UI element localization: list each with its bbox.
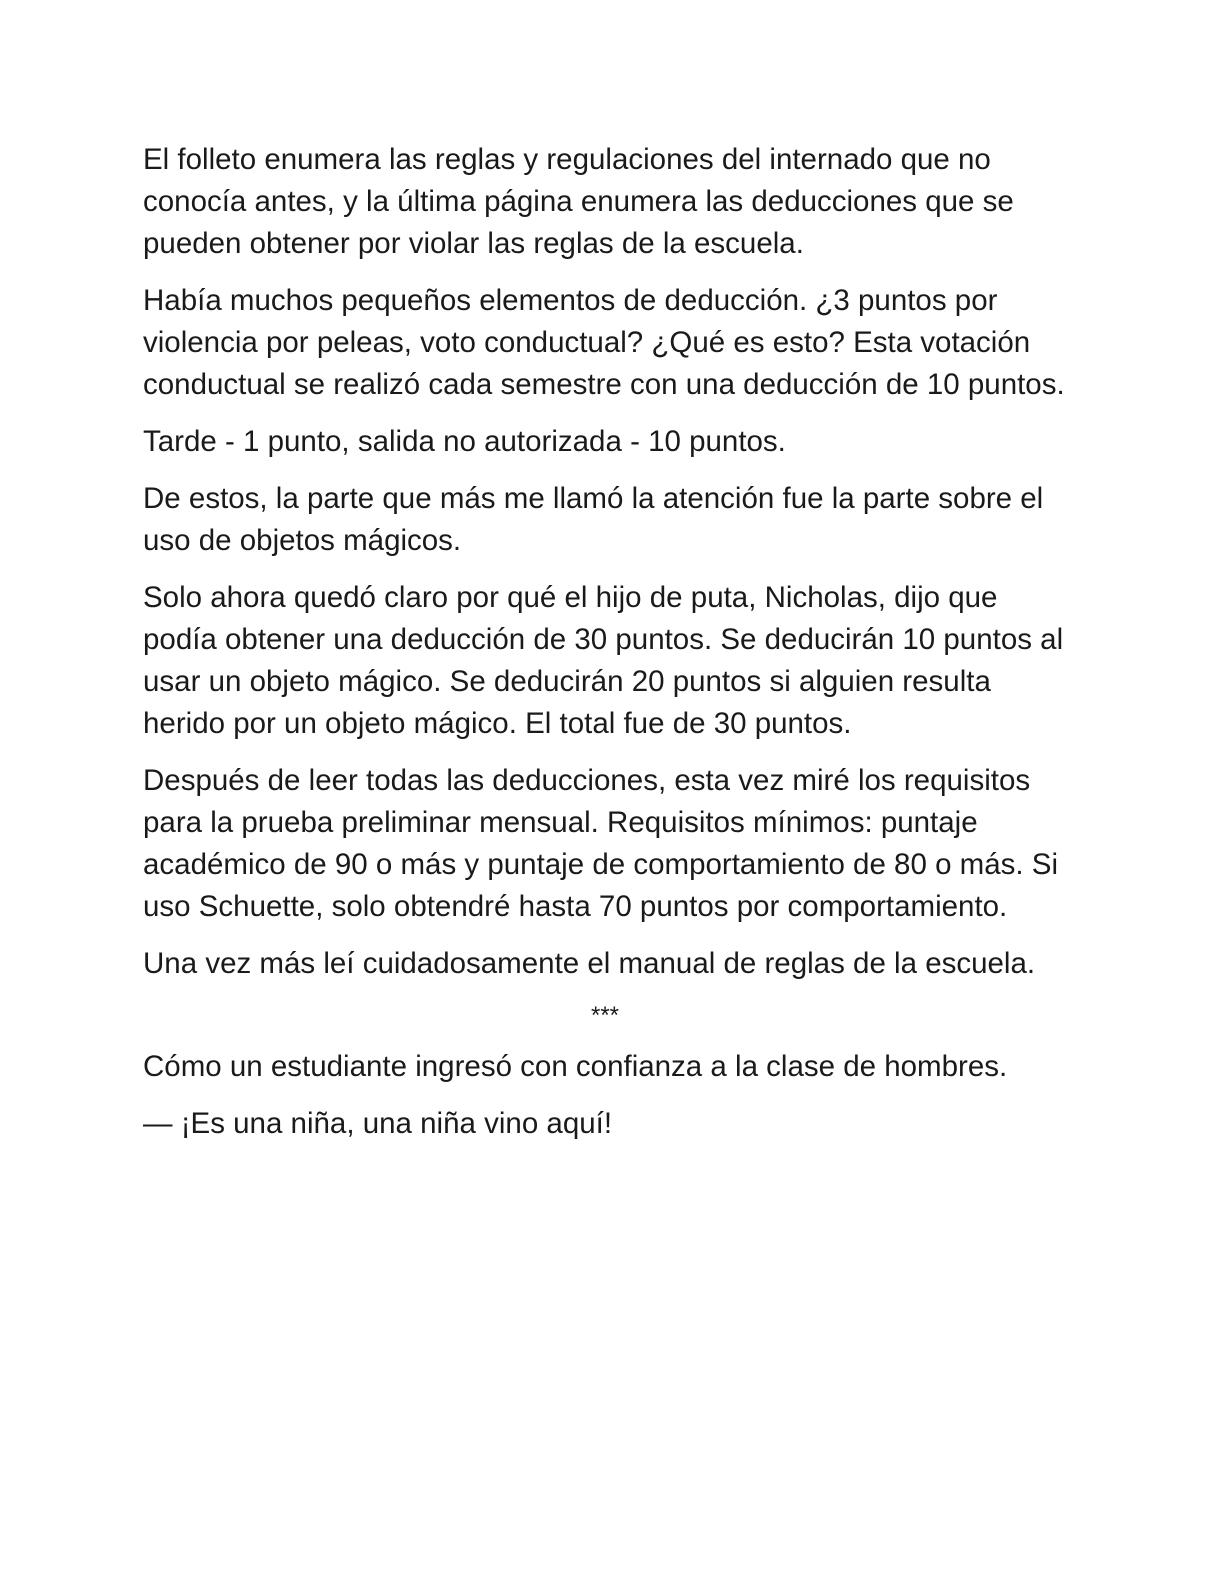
dialogue-line: — ¡Es una niña, una niña vino aquí! (143, 1107, 613, 1140)
document-page (143, 139, 1073, 1160)
section-separator: *** (590, 1002, 620, 1029)
paragraph: De estos, la parte que más me llamó la atención fue la parte sobre el uso de objetos mágicos. (143, 482, 1044, 557)
paragraph: Tarde - 1 punto, salida no autorizada - 10 puntos. (143, 425, 786, 458)
paragraph: Había muchos pequeños elementos de deducción. ¿3 puntos por violencia por peleas, voto conductual? ¿Qué es esto? Esta votación conductual se realizó cada semestre con una deducción de 10 puntos. (143, 284, 1065, 401)
paragraph: El folleto enumera las reglas y regulaciones del internado que no conocía antes, y la última página enumera las deducciones que se pueden obtener por violar las reglas de la escuela. (143, 143, 1014, 260)
paragraph: Una vez más leí cuidadosamente el manual de reglas de la escuela. (143, 947, 1036, 980)
paragraph: Cómo un estudiante ingresó con confianza a la clase de hombres. (143, 1050, 1008, 1083)
paragraph: Solo ahora quedó claro por qué el hijo de puta, Nicholas, dijo que podía obtener una deducción de 30 puntos. Se deducirán 10 puntos al usar un objeto mágico. Se deducirán 20 puntos si alguien resulta herido por un objeto mágico. El total fue de 30 puntos. (143, 581, 1064, 740)
paragraph: Después de leer todas las deducciones, esta vez miré los requisitos para la prueba preliminar mensual. Requisitos mínimos: puntaje académico de 90 o más y puntaje de comportamiento de 80 o más. Si uso Schuette, solo obtendré hasta 70 puntos por comportamiento. (143, 764, 1059, 923)
